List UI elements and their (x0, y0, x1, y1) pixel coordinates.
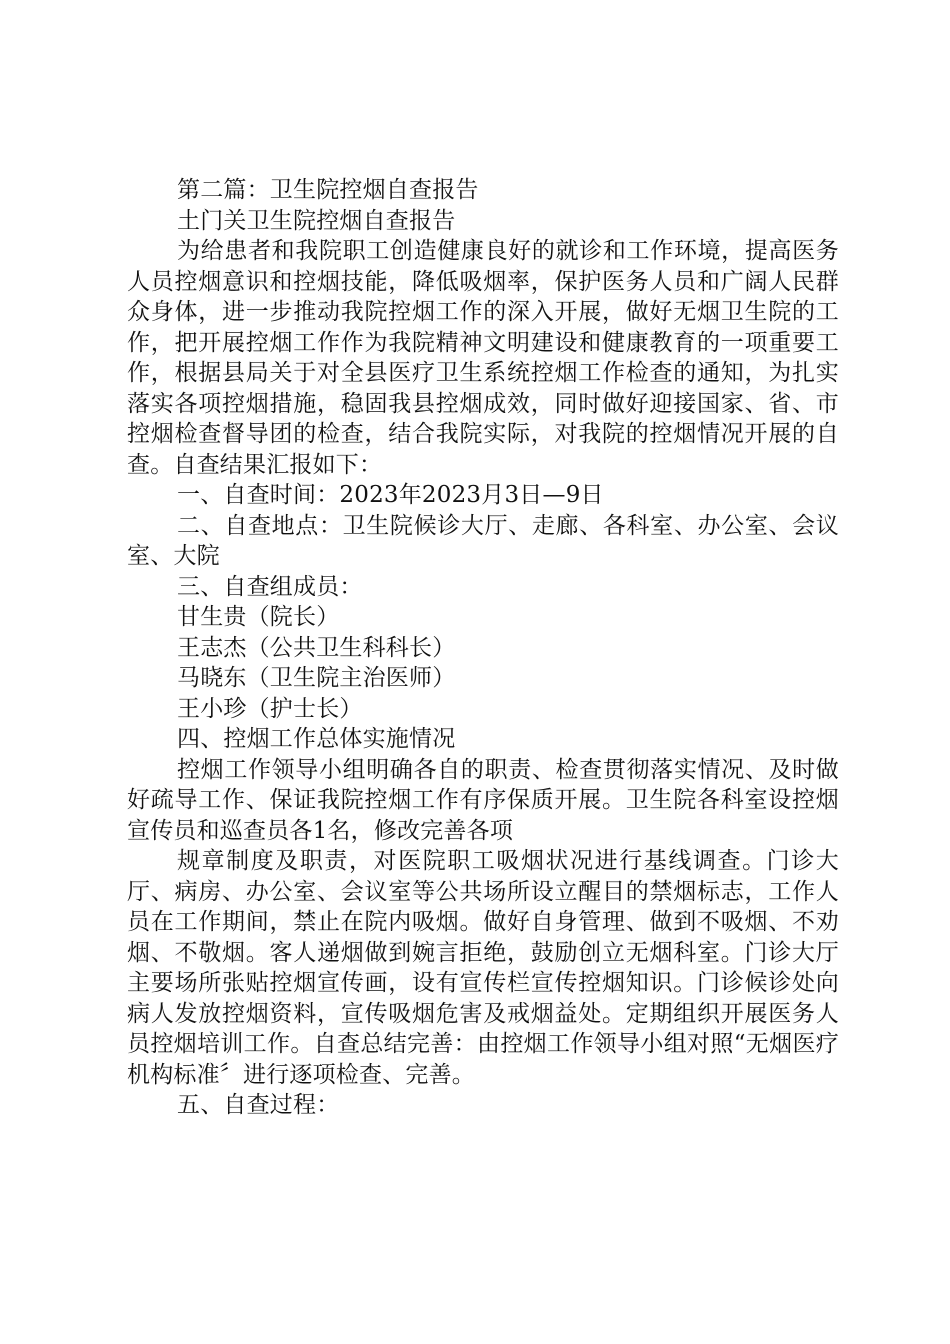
implementation-paragraph-1: 控烟工作领导小组明确各自的职责、检查贯彻落实情况、及时做好疏导工作、保证我院控烟工作有序保质开展。卫生院各科室设控烟宣传员和巡查员各1名，修改完善各项 (127, 756, 839, 844)
implementation-heading: 四、控烟工作总体实施情况 (177, 726, 456, 752)
report-title: 土门关卫生院控烟自查报告 (177, 207, 456, 234)
inspection-time: 一、自查时间：2023年2023月3日—9日 (177, 482, 604, 508)
process-heading: 五、自查过程： (177, 1092, 340, 1118)
section-heading: 第二篇：卫生院控烟自查报告 (177, 177, 479, 203)
intro-paragraph: 为给患者和我院职工创造健康良好的就诊和工作环境，提高医务人员控烟意识和控烟技能，降低吸烟率，保护医务人员和广阔人民群众身体，进一步推动我院控烟工作的深入开展，做好无烟卫生院的工作，把开展控烟工作作为我院精神文明建设和健康教育的一项重要工作，根据县局关于对全县医疗卫生系统控烟工作检查的通知，为扎实落实各项控烟措施，稳固我县控烟成效，同时做好迎接国家、省、市控烟检查督导团的检查，结合我院实际，对我院的控烟情况开展的自查。自查结果汇报如下： (127, 238, 839, 478)
team-member: 甘生贵（院长） (177, 604, 340, 630)
team-member: 王小珍（护士长） (177, 695, 363, 722)
document-body (127, 175, 839, 1121)
inspection-team-heading: 三、自查组成员： (177, 573, 363, 600)
implementation-paragraph-2: 规章制度及职责，对医院职工吸烟状况进行基线调查。门诊大厅、病房、办公室、会议室等公共场所设立醒目的禁烟标志，工作人员在工作期间，禁止在院内吸烟。做好自身管理、做到不吸烟、不劝烟、不敬烟。客人递烟做到婉言拒绝，鼓励创立无烟科室。门诊大厅主要场所张贴控烟宣传画，设有宣传栏宣传控烟知识。门诊候诊处向病人发放控烟资料，宣传吸烟危害及戒烟益处。定期组织开展医务人员控烟培训工作。自查总结完善：由控烟工作领导小组对照“无烟医疗机构标准〞进行逐项检查、完善。 (127, 848, 839, 1088)
inspection-location: 二、自查地点：卫生院候诊大厅、走廊、各科室、办公室、会议室、大院 (127, 512, 839, 569)
team-member: 马晓东（卫生院主治医师） (177, 665, 456, 691)
team-member: 王志杰（公共卫生科科长） (177, 634, 456, 661)
